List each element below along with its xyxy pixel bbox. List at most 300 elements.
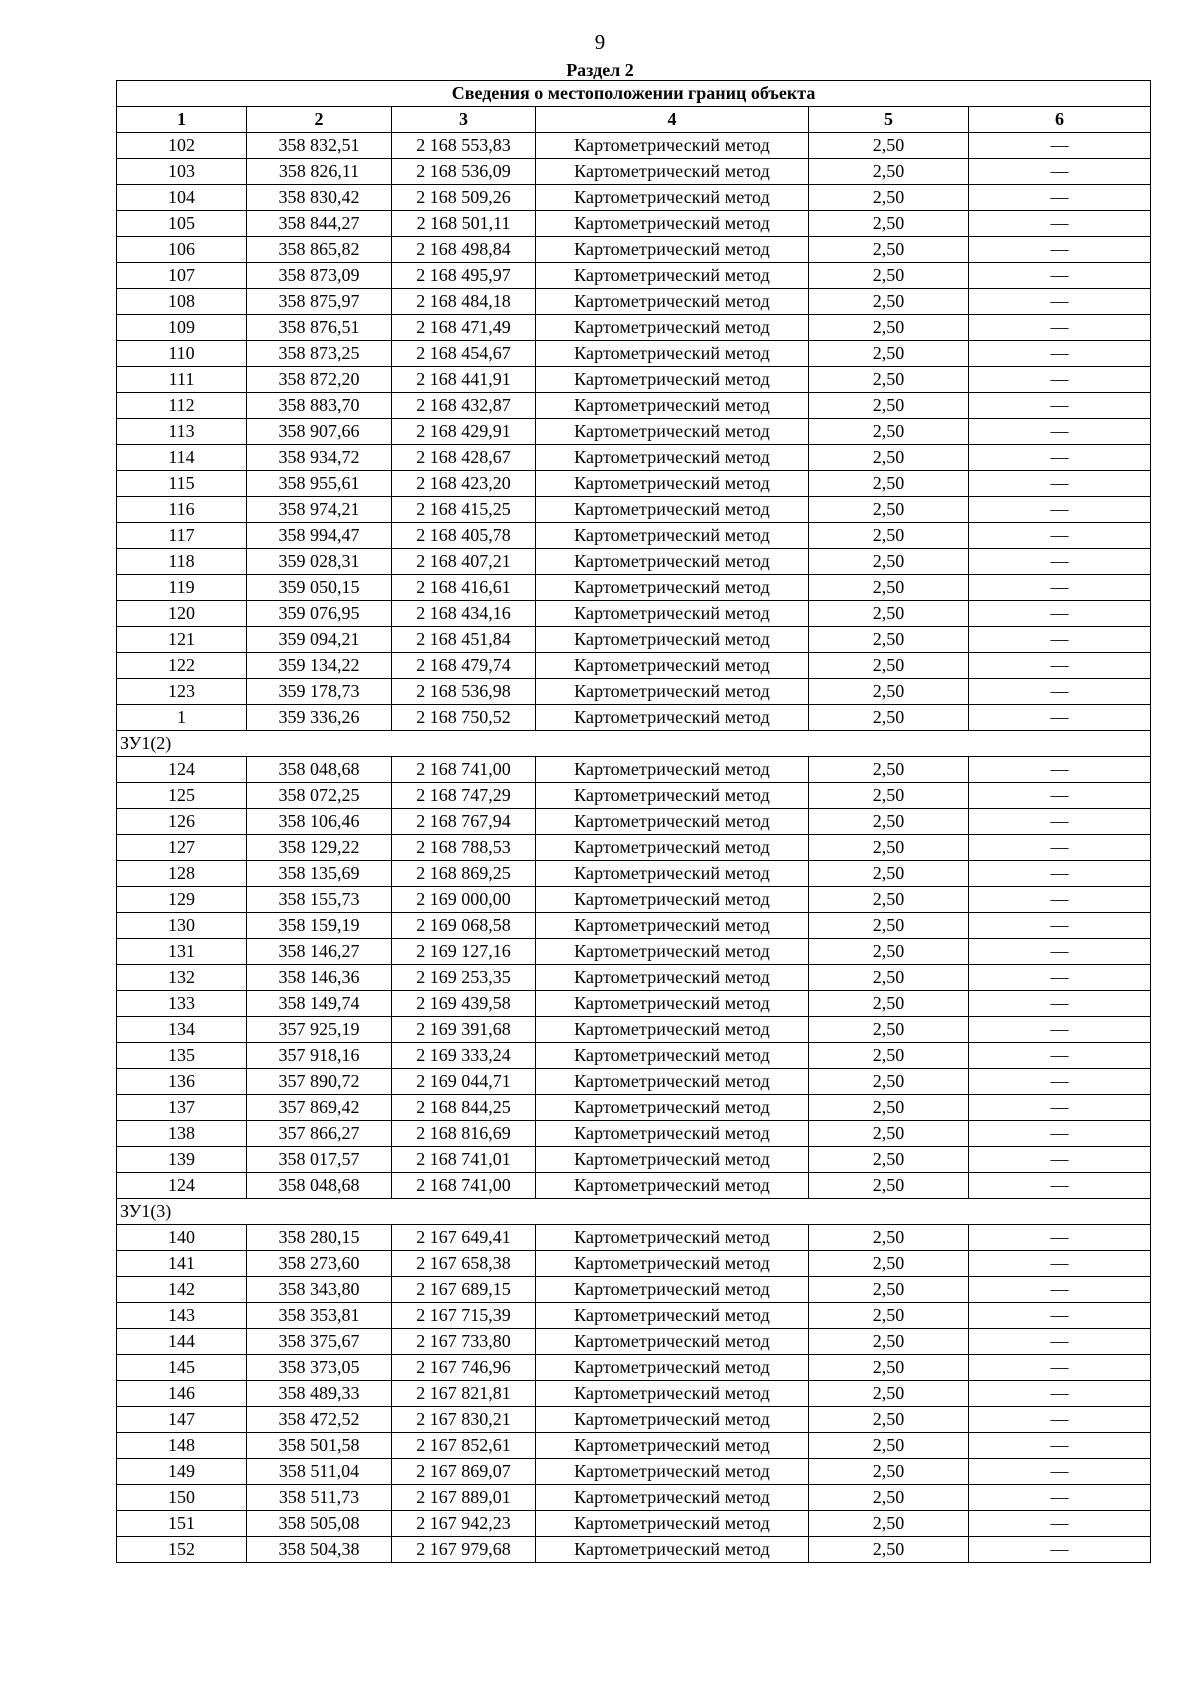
point-number-cell: 140 [117,1225,247,1251]
y-coordinate-cell: 2 168 741,00 [392,757,536,783]
y-coordinate-cell: 2 168 747,29 [392,783,536,809]
y-coordinate-cell: 2 167 979,68 [392,1537,536,1563]
x-coordinate-cell: 357 866,27 [247,1121,392,1147]
description-cell: — [969,185,1151,211]
point-number-cell: 124 [117,1173,247,1199]
y-coordinate-cell: 2 169 000,00 [392,887,536,913]
x-coordinate-cell: 358 135,69 [247,861,392,887]
description-cell: — [969,211,1151,237]
accuracy-cell: 2,50 [809,393,969,419]
y-coordinate-cell: 2 168 454,67 [392,341,536,367]
method-cell: Картометрический метод [536,965,809,991]
description-cell: — [969,367,1151,393]
description-cell: — [969,1173,1151,1199]
point-number-cell: 110 [117,341,247,367]
accuracy-cell: 2,50 [809,1511,969,1537]
accuracy-cell: 2,50 [809,1147,969,1173]
x-coordinate-cell: 358 129,22 [247,835,392,861]
table-row [117,783,1151,809]
description-cell: — [969,653,1151,679]
point-number-cell: 132 [117,965,247,991]
table-row [117,549,1151,575]
accuracy-cell: 2,50 [809,1407,969,1433]
accuracy-cell: 2,50 [809,705,969,731]
method-cell: Картометрический метод [536,341,809,367]
table-row [117,991,1151,1017]
accuracy-cell: 2,50 [809,133,969,159]
method-cell: Картометрический метод [536,1511,809,1537]
table-row [117,679,1151,705]
description-cell: — [969,679,1151,705]
point-number-cell: 120 [117,601,247,627]
method-cell: Картометрический метод [536,1251,809,1277]
x-coordinate-cell: 358 072,25 [247,783,392,809]
y-coordinate-cell: 2 169 068,58 [392,913,536,939]
point-number-cell: 105 [117,211,247,237]
method-cell: Картометрический метод [536,1303,809,1329]
table-row [117,809,1151,835]
y-coordinate-cell: 2 168 495,97 [392,263,536,289]
description-cell: — [969,991,1151,1017]
description-cell: — [969,159,1151,185]
description-cell: — [969,1043,1151,1069]
accuracy-cell: 2,50 [809,1277,969,1303]
x-coordinate-cell: 358 830,42 [247,185,392,211]
accuracy-cell: 2,50 [809,1329,969,1355]
point-number-cell: 112 [117,393,247,419]
x-coordinate-cell: 359 028,31 [247,549,392,575]
method-cell: Картометрический метод [536,263,809,289]
x-coordinate-cell: 359 094,21 [247,627,392,653]
accuracy-cell: 2,50 [809,1459,969,1485]
table-row [117,913,1151,939]
point-number-cell: 148 [117,1433,247,1459]
accuracy-cell: 2,50 [809,1355,969,1381]
accuracy-cell: 2,50 [809,1251,969,1277]
point-number-cell: 131 [117,939,247,965]
point-number-cell: 129 [117,887,247,913]
method-cell: Картометрический метод [536,1121,809,1147]
table-caption-row [117,81,1151,107]
point-number-cell: 113 [117,419,247,445]
description-cell: — [969,549,1151,575]
x-coordinate-cell: 358 501,58 [247,1433,392,1459]
column-header-6: 6 [969,107,1151,133]
description-cell: — [969,393,1151,419]
y-coordinate-cell: 2 168 869,25 [392,861,536,887]
accuracy-cell: 2,50 [809,185,969,211]
group-label-cell: ЗУ1(3) [117,1199,1151,1225]
accuracy-cell: 2,50 [809,549,969,575]
y-coordinate-cell: 2 168 471,49 [392,315,536,341]
y-coordinate-cell: 2 168 415,25 [392,497,536,523]
method-cell: Картометрический метод [536,1355,809,1381]
table-row [117,861,1151,887]
accuracy-cell: 2,50 [809,445,969,471]
table-row [117,1381,1151,1407]
table-row [117,1511,1151,1537]
point-number-cell: 137 [117,1095,247,1121]
accuracy-cell: 2,50 [809,1017,969,1043]
x-coordinate-cell: 357 869,42 [247,1095,392,1121]
x-coordinate-cell: 358 865,82 [247,237,392,263]
point-number-cell: 107 [117,263,247,289]
method-cell: Картометрический метод [536,1433,809,1459]
point-number-cell: 124 [117,757,247,783]
y-coordinate-cell: 2 168 501,11 [392,211,536,237]
table-row [117,211,1151,237]
method-cell: Картометрический метод [536,315,809,341]
y-coordinate-cell: 2 169 391,68 [392,1017,536,1043]
accuracy-cell: 2,50 [809,939,969,965]
description-cell: — [969,419,1151,445]
table-row [117,1303,1151,1329]
method-cell: Картометрический метод [536,601,809,627]
table-row [117,237,1151,263]
point-number-cell: 103 [117,159,247,185]
method-cell: Картометрический метод [536,1069,809,1095]
table-row [117,419,1151,445]
x-coordinate-cell: 358 146,36 [247,965,392,991]
y-coordinate-cell: 2 168 429,91 [392,419,536,445]
point-number-cell: 146 [117,1381,247,1407]
x-coordinate-cell: 358 343,80 [247,1277,392,1303]
description-cell: — [969,887,1151,913]
description-cell: — [969,1355,1151,1381]
x-coordinate-cell: 358 159,19 [247,913,392,939]
table-row [117,1355,1151,1381]
method-cell: Картометрический метод [536,289,809,315]
table-body [117,133,1151,1563]
method-cell: Картометрический метод [536,1043,809,1069]
y-coordinate-cell: 2 169 127,16 [392,939,536,965]
description-cell: — [969,445,1151,471]
point-number-cell: 136 [117,1069,247,1095]
x-coordinate-cell: 358 511,04 [247,1459,392,1485]
table-row [117,627,1151,653]
x-coordinate-cell: 358 876,51 [247,315,392,341]
x-coordinate-cell: 358 907,66 [247,419,392,445]
description-cell: — [969,939,1151,965]
point-number-cell: 149 [117,1459,247,1485]
description-cell: — [969,1303,1151,1329]
x-coordinate-cell: 358 472,52 [247,1407,392,1433]
accuracy-cell: 2,50 [809,263,969,289]
method-cell: Картометрический метод [536,679,809,705]
method-cell: Картометрический метод [536,471,809,497]
description-cell: — [969,1537,1151,1563]
description-cell: — [969,705,1151,731]
description-cell: — [969,1329,1151,1355]
description-cell: — [969,1251,1151,1277]
accuracy-cell: 2,50 [809,1303,969,1329]
x-coordinate-cell: 359 336,26 [247,705,392,731]
table-row [117,1537,1151,1563]
x-coordinate-cell: 358 280,15 [247,1225,392,1251]
accuracy-cell: 2,50 [809,1043,969,1069]
table-row [117,315,1151,341]
x-coordinate-cell: 358 872,20 [247,367,392,393]
accuracy-cell: 2,50 [809,809,969,835]
column-header-4: 4 [536,107,809,133]
point-number-cell: 150 [117,1485,247,1511]
method-cell: Картометрический метод [536,185,809,211]
accuracy-cell: 2,50 [809,1381,969,1407]
description-cell: — [969,1381,1151,1407]
table-row [117,1069,1151,1095]
table-row [117,1277,1151,1303]
y-coordinate-cell: 2 168 479,74 [392,653,536,679]
x-coordinate-cell: 358 934,72 [247,445,392,471]
accuracy-cell: 2,50 [809,887,969,913]
x-coordinate-cell: 358 504,38 [247,1537,392,1563]
point-number-cell: 147 [117,1407,247,1433]
y-coordinate-cell: 2 169 439,58 [392,991,536,1017]
description-cell: — [969,1433,1151,1459]
accuracy-cell: 2,50 [809,757,969,783]
table-caption: Сведения о местоположении границ объекта [117,81,1151,107]
point-number-cell: 121 [117,627,247,653]
method-cell: Картометрический метод [536,1277,809,1303]
method-cell: Картометрический метод [536,913,809,939]
table-row [117,835,1151,861]
x-coordinate-cell: 358 146,27 [247,939,392,965]
table-head [117,81,1151,133]
description-cell: — [969,783,1151,809]
y-coordinate-cell: 2 168 741,01 [392,1147,536,1173]
table-row [117,1147,1151,1173]
point-number-cell: 109 [117,315,247,341]
description-cell: — [969,1511,1151,1537]
description-cell: — [969,627,1151,653]
y-coordinate-cell: 2 168 536,09 [392,159,536,185]
point-number-cell: 125 [117,783,247,809]
accuracy-cell: 2,50 [809,1485,969,1511]
method-cell: Картометрический метод [536,705,809,731]
x-coordinate-cell: 357 890,72 [247,1069,392,1095]
y-coordinate-cell: 2 168 767,94 [392,809,536,835]
table-row [117,939,1151,965]
description-cell: — [969,601,1151,627]
x-coordinate-cell: 358 844,27 [247,211,392,237]
method-cell: Картометрический метод [536,133,809,159]
x-coordinate-cell: 359 178,73 [247,679,392,705]
accuracy-cell: 2,50 [809,471,969,497]
x-coordinate-cell: 358 155,73 [247,887,392,913]
y-coordinate-cell: 2 168 498,84 [392,237,536,263]
table-row [117,1407,1151,1433]
x-coordinate-cell: 358 505,08 [247,1511,392,1537]
table-row [117,1173,1151,1199]
table-row [117,1225,1151,1251]
point-number-cell: 1 [117,705,247,731]
method-cell: Картометрический метод [536,835,809,861]
x-coordinate-cell: 358 873,09 [247,263,392,289]
table-row [117,263,1151,289]
y-coordinate-cell: 2 168 434,16 [392,601,536,627]
description-cell: — [969,575,1151,601]
accuracy-cell: 2,50 [809,991,969,1017]
accuracy-cell: 2,50 [809,679,969,705]
accuracy-cell: 2,50 [809,1121,969,1147]
x-coordinate-cell: 358 994,47 [247,523,392,549]
table-row [117,1251,1151,1277]
x-coordinate-cell: 357 925,19 [247,1017,392,1043]
table-row [117,1095,1151,1121]
x-coordinate-cell: 358 017,57 [247,1147,392,1173]
method-cell: Картометрический метод [536,1381,809,1407]
point-number-cell: 126 [117,809,247,835]
table-row [117,1043,1151,1069]
boundary-coordinates-table [116,80,1151,1563]
table-row [117,445,1151,471]
accuracy-cell: 2,50 [809,1433,969,1459]
x-coordinate-cell: 358 873,25 [247,341,392,367]
method-cell: Картометрический метод [536,991,809,1017]
y-coordinate-cell: 2 168 405,78 [392,523,536,549]
column-header-5: 5 [809,107,969,133]
y-coordinate-cell: 2 168 750,52 [392,705,536,731]
table-row [117,393,1151,419]
description-cell: — [969,133,1151,159]
method-cell: Картометрический метод [536,445,809,471]
point-number-cell: 116 [117,497,247,523]
method-cell: Картометрический метод [536,1017,809,1043]
point-number-cell: 143 [117,1303,247,1329]
description-cell: — [969,1121,1151,1147]
y-coordinate-cell: 2 169 044,71 [392,1069,536,1095]
x-coordinate-cell: 358 832,51 [247,133,392,159]
point-number-cell: 115 [117,471,247,497]
description-cell: — [969,861,1151,887]
x-coordinate-cell: 358 974,21 [247,497,392,523]
description-cell: — [969,1225,1151,1251]
x-coordinate-cell: 359 050,15 [247,575,392,601]
y-coordinate-cell: 2 167 889,01 [392,1485,536,1511]
point-number-cell: 108 [117,289,247,315]
table-row [117,341,1151,367]
y-coordinate-cell: 2 169 333,24 [392,1043,536,1069]
y-coordinate-cell: 2 168 416,61 [392,575,536,601]
accuracy-cell: 2,50 [809,159,969,185]
y-coordinate-cell: 2 167 830,21 [392,1407,536,1433]
method-cell: Картометрический метод [536,939,809,965]
point-number-cell: 104 [117,185,247,211]
accuracy-cell: 2,50 [809,1537,969,1563]
method-cell: Картометрический метод [536,393,809,419]
method-cell: Картометрический метод [536,497,809,523]
section-title: Раздел 2 [566,60,634,80]
accuracy-cell: 2,50 [809,1069,969,1095]
table-row [117,965,1151,991]
method-cell: Картометрический метод [536,783,809,809]
method-cell: Картометрический метод [536,861,809,887]
method-cell: Картометрический метод [536,887,809,913]
group-label-cell: ЗУ1(2) [117,731,1151,757]
x-coordinate-cell: 358 048,68 [247,757,392,783]
y-coordinate-cell: 2 168 407,21 [392,549,536,575]
method-cell: Картометрический метод [536,653,809,679]
point-number-cell: 127 [117,835,247,861]
point-number-cell: 117 [117,523,247,549]
description-cell: — [969,341,1151,367]
table-row [117,1017,1151,1043]
description-cell: — [969,1277,1151,1303]
y-coordinate-cell: 2 168 428,67 [392,445,536,471]
table-row [117,575,1151,601]
y-coordinate-cell: 2 168 423,20 [392,471,536,497]
x-coordinate-cell: 358 511,73 [247,1485,392,1511]
description-cell: — [969,1069,1151,1095]
description-cell: — [969,1147,1151,1173]
table-row [117,367,1151,393]
accuracy-cell: 2,50 [809,341,969,367]
x-coordinate-cell: 358 489,33 [247,1381,392,1407]
accuracy-cell: 2,50 [809,315,969,341]
x-coordinate-cell: 358 106,46 [247,809,392,835]
table-group-row [117,731,1151,757]
point-number-cell: 135 [117,1043,247,1069]
description-cell: — [969,1407,1151,1433]
accuracy-cell: 2,50 [809,913,969,939]
y-coordinate-cell: 2 168 553,83 [392,133,536,159]
point-number-cell: 130 [117,913,247,939]
accuracy-cell: 2,50 [809,497,969,523]
table-row [117,159,1151,185]
y-coordinate-cell: 2 168 816,69 [392,1121,536,1147]
description-cell: — [969,913,1151,939]
method-cell: Картометрический метод [536,1485,809,1511]
table-row [117,497,1151,523]
x-coordinate-cell: 358 273,60 [247,1251,392,1277]
y-coordinate-cell: 2 167 852,61 [392,1433,536,1459]
table-row [117,601,1151,627]
x-coordinate-cell: 358 375,67 [247,1329,392,1355]
method-cell: Картометрический метод [536,757,809,783]
y-coordinate-cell: 2 168 509,26 [392,185,536,211]
y-coordinate-cell: 2 167 689,15 [392,1277,536,1303]
y-coordinate-cell: 2 168 788,53 [392,835,536,861]
method-cell: Картометрический метод [536,237,809,263]
y-coordinate-cell: 2 167 942,23 [392,1511,536,1537]
method-cell: Картометрический метод [536,1147,809,1173]
y-coordinate-cell: 2 167 658,38 [392,1251,536,1277]
accuracy-cell: 2,50 [809,367,969,393]
description-cell: — [969,497,1151,523]
table-row [117,133,1151,159]
point-number-cell: 119 [117,575,247,601]
method-cell: Картометрический метод [536,419,809,445]
method-cell: Картометрический метод [536,1095,809,1121]
page-number: 9 [594,30,606,54]
x-coordinate-cell: 358 353,81 [247,1303,392,1329]
y-coordinate-cell: 2 168 741,00 [392,1173,536,1199]
method-cell: Картометрический метод [536,523,809,549]
accuracy-cell: 2,50 [809,601,969,627]
table-row [117,1433,1151,1459]
point-number-cell: 102 [117,133,247,159]
y-coordinate-cell: 2 167 733,80 [392,1329,536,1355]
column-header-1: 1 [117,107,247,133]
point-number-cell: 134 [117,1017,247,1043]
accuracy-cell: 2,50 [809,835,969,861]
description-cell: — [969,237,1151,263]
point-number-cell: 118 [117,549,247,575]
y-coordinate-cell: 2 167 869,07 [392,1459,536,1485]
accuracy-cell: 2,50 [809,211,969,237]
point-number-cell: 122 [117,653,247,679]
y-coordinate-cell: 2 167 715,39 [392,1303,536,1329]
